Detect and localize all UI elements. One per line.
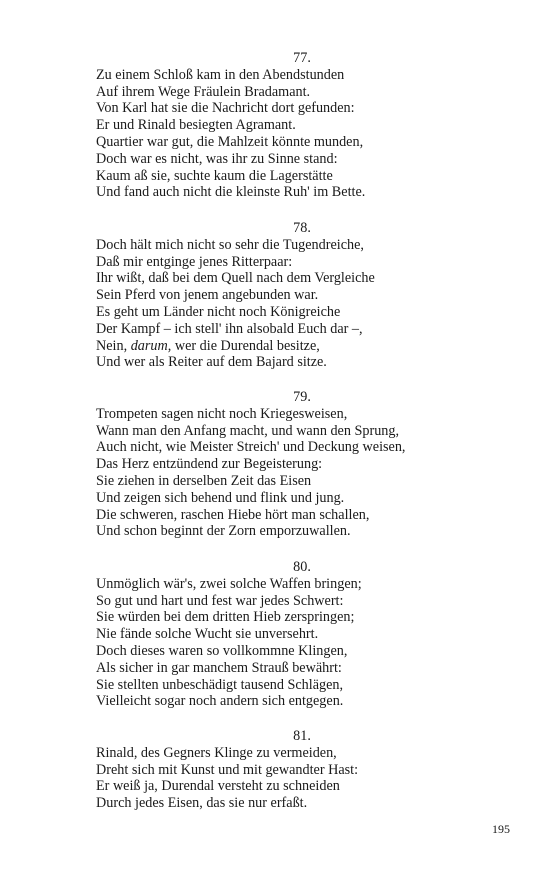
verse-line: Von Karl hat sie die Nachricht dort gefunden: <box>96 100 355 117</box>
verse-line: Doch war es nicht, was ihr zu Sinne stand: <box>96 150 338 167</box>
verse-line: Auch nicht, wie Meister Streich' und Deckung weisen, <box>96 439 406 456</box>
stanza-number: 77. <box>293 50 311 66</box>
verse-line: Sie ziehen in derselben Zeit das Eisen <box>96 472 312 489</box>
verse-line: Quartier war gut, die Mahlzeit könnte munden, <box>96 133 364 150</box>
stanza-81 <box>96 728 496 812</box>
verse-line: Daß mir entginge jenes Ritterpaar: <box>96 253 293 270</box>
verse-line: Durch jedes Eisen, das sie nur erfaßt. <box>96 795 308 812</box>
verse-line: Kaum aß sie, suchte kaum die Lagerstätte <box>96 167 333 184</box>
verse-line: Dreht sich mit Kunst und mit gewandter Hast: <box>96 761 359 778</box>
stanza-79 <box>96 389 496 540</box>
verse-line: Doch hält mich nicht so sehr die Tugendreiche, <box>96 236 364 253</box>
verse-line: Er und Rinald besiegten Agramant. <box>96 117 296 134</box>
verse-line: Unmöglich wär's, zwei solche Waffen bringen; <box>96 575 362 592</box>
verse-line: Sie würden bei dem dritten Hieb zerspringen; <box>96 609 355 626</box>
verse-line: Die schweren, raschen Hiebe hört man schallen, <box>96 506 370 523</box>
verse-line: Sie stellten unbeschädigt tausend Schlägen, <box>96 676 344 693</box>
verse-line: Wann man den Anfang macht, und wann den Sprung, <box>96 422 400 439</box>
verse-line: Doch dieses waren so vollkommne Klingen, <box>96 642 348 659</box>
verse-line: Auf ihrem Wege Fräulein Bradamant. <box>96 83 311 100</box>
stanza-78 <box>96 220 496 371</box>
verse-line <box>96 338 496 355</box>
verse-line: Und zeigen sich behend und flink und jung. <box>96 489 345 506</box>
verse-line: Der Kampf – ich stell' ihn alsobald Euch dar –, <box>96 320 363 337</box>
verse-line: Ihr wißt, daß bei dem Quell nach dem Vergleiche <box>96 270 375 287</box>
stanza-number: 78. <box>293 220 311 236</box>
verse-line: So gut und hart und fest war jedes Schwert: <box>96 592 344 609</box>
verse-line: Und fand auch nicht die kleinste Ruh' im Bette. <box>96 184 366 201</box>
stanza-80 <box>96 559 496 710</box>
stanza-number: 81. <box>293 728 311 744</box>
page-number: 195 <box>492 822 510 836</box>
verse-line: Trompeten sagen nicht noch Kriegesweisen, <box>96 405 348 422</box>
verse-text: Nein, <box>96 337 131 354</box>
stanza-number: 79. <box>293 389 311 405</box>
verse-line: Das Herz entzündend zur Begeisterung: <box>96 456 323 473</box>
verse-line: Als sicher in gar manchem Strauß bewährt: <box>96 659 342 676</box>
verse-line: Und wer als Reiter auf dem Bajard sitze. <box>96 354 327 371</box>
verse-line: Nie fände solche Wucht sie unversehrt. <box>96 626 319 643</box>
emphasized-word: darum, <box>130 337 172 354</box>
verse-line: Er weiß ja, Durendal versteht zu schneiden <box>96 778 340 795</box>
verse-line: Rinald, des Gegners Klinge zu vermeiden, <box>96 744 337 761</box>
verse-line: Und schon beginnt der Zorn emporzuwallen. <box>96 523 351 540</box>
stanza-77 <box>96 50 496 201</box>
stanza-number: 80. <box>293 559 311 575</box>
verse-line: Zu einem Schloß kam in den Abendstunden <box>96 66 345 83</box>
verse-line: Sein Pferd von jenem angebunden war. <box>96 287 319 304</box>
verse-text: wer die Durendal besitze, <box>171 337 320 354</box>
verse-line: Es geht um Länder nicht noch Königreiche <box>96 303 341 320</box>
verse-line: Vielleicht sogar noch andern sich entgegen. <box>96 693 344 710</box>
